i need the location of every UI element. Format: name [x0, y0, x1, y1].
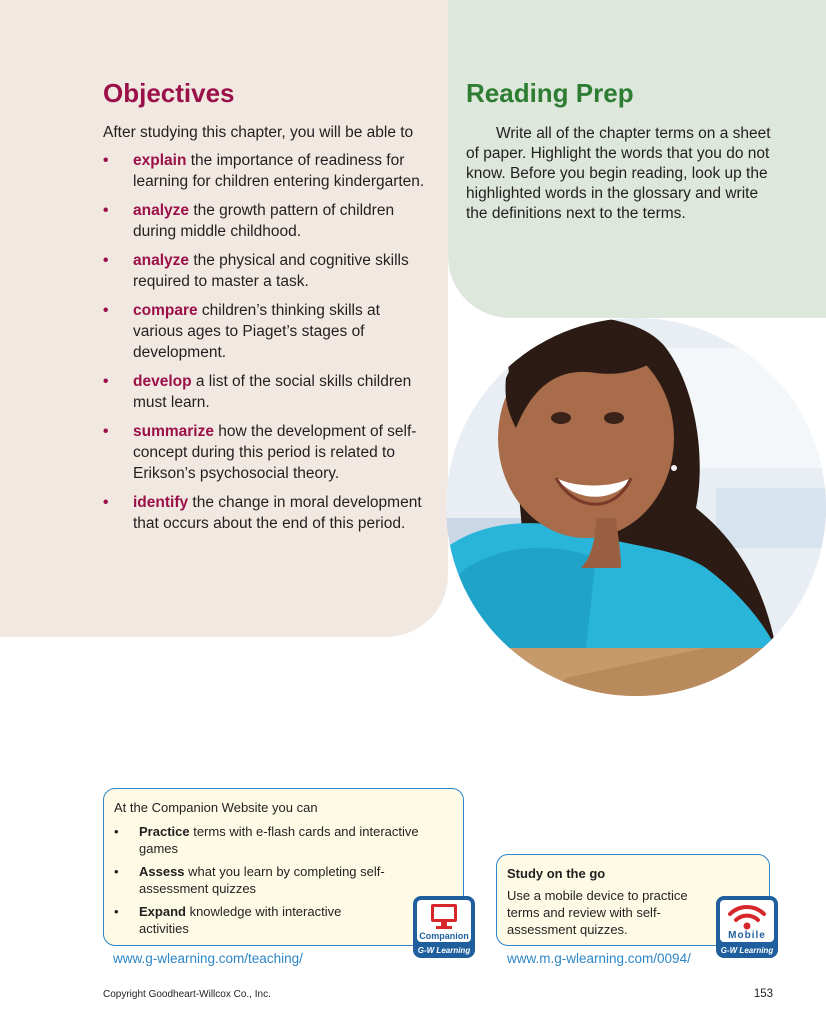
mobile-text: Use a mobile device to practice terms and review with self-assessment quizzes.	[507, 888, 688, 937]
companion-item-text: what you learn by completing self-assessment quizzes	[139, 864, 385, 896]
bullet-icon: •	[114, 824, 119, 839]
companion-item	[114, 903, 379, 937]
companion-item	[114, 823, 454, 857]
mobile-title: Study on the go	[507, 866, 606, 881]
companion-item-text: terms with e-flash cards and interactive games	[139, 824, 419, 856]
objective-text: a list of the social skills children must learn.	[133, 373, 412, 411]
objective-item	[103, 250, 433, 292]
companion-item-bold: Practice	[139, 824, 190, 839]
reading-prep-text: Write all of the chapter terms on a sheet of paper. Highlight the words that you do not know. Before you begin reading, look up the highlighted words in the glossary and write the definitions next to the terms.	[466, 125, 771, 222]
bullet-icon: •	[114, 904, 119, 919]
companion-badge-foot: G-W Learning	[417, 946, 471, 955]
objective-item	[103, 150, 433, 192]
page-number: 153	[753, 988, 773, 1000]
wifi-signal-icon	[720, 901, 774, 931]
reading-prep-title: Reading Prep	[466, 78, 634, 108]
companion-item-text: knowledge with interactive activities	[139, 904, 342, 936]
objective-item	[103, 300, 433, 363]
objective-verb: develop	[133, 373, 192, 390]
objective-verb: compare	[133, 302, 198, 319]
mobile-badge-foot: G-W Learning	[720, 946, 774, 955]
bullet-icon: •	[103, 494, 109, 511]
objective-text: the importance of readiness for learning for children entering kindergarten.	[133, 152, 425, 190]
companion-badge[interactable]	[413, 896, 475, 958]
bullet-icon: •	[114, 864, 119, 879]
student-photo	[446, 318, 826, 696]
objective-item	[103, 492, 433, 534]
objective-item	[103, 371, 433, 413]
objective-text: how the development of self-concept during this period is related to Erikson’s psychosocial theory.	[133, 423, 417, 482]
bullet-icon: •	[103, 252, 109, 269]
objectives-title: Objectives	[103, 78, 235, 108]
monitor-icon	[417, 901, 471, 931]
objective-item	[103, 421, 433, 484]
companion-website-box	[103, 788, 464, 946]
companion-list	[114, 823, 454, 943]
companion-item-bold: Assess	[139, 864, 185, 879]
companion-item-bold: Expand	[139, 904, 186, 919]
bullet-icon: •	[103, 152, 109, 169]
mobile-url-link[interactable]: www.m.g-wlearning.com/0094/	[507, 951, 691, 966]
companion-url-link[interactable]: www.g-wlearning.com/teaching/	[113, 951, 303, 966]
mobile-badge-face	[720, 900, 774, 942]
objective-item	[103, 200, 433, 242]
objective-verb: identify	[133, 494, 189, 511]
mobile-badge[interactable]	[716, 896, 778, 958]
copyright: Copyright Goodheart-Willcox Co., Inc.	[103, 989, 271, 1000]
mobile-badge-label: Mobile	[728, 930, 766, 941]
companion-intro: At the Companion Website you can	[114, 800, 318, 815]
objective-verb: analyze	[133, 252, 190, 269]
bullet-icon: •	[103, 302, 109, 319]
objective-text: the growth pattern of children during middle childhood.	[133, 202, 395, 240]
objective-text: the change in moral development that occurs about the end of this period.	[133, 494, 422, 532]
objective-verb: summarize	[133, 423, 214, 440]
objectives-list	[103, 150, 433, 542]
bullet-icon: •	[103, 423, 109, 440]
companion-item	[114, 863, 454, 897]
companion-badge-face	[417, 900, 471, 942]
objective-verb: analyze	[133, 202, 190, 219]
objective-text: children’s thinking skills at various ages to Piaget’s stages of development.	[133, 302, 380, 361]
objective-text: the physical and cognitive skills required to master a task.	[133, 252, 409, 290]
companion-badge-label: Companion	[419, 931, 469, 941]
objectives-intro: After studying this chapter, you will be able to	[103, 124, 414, 141]
bullet-icon: •	[103, 373, 109, 390]
bullet-icon: •	[103, 202, 109, 219]
objective-verb: explain	[133, 152, 187, 169]
